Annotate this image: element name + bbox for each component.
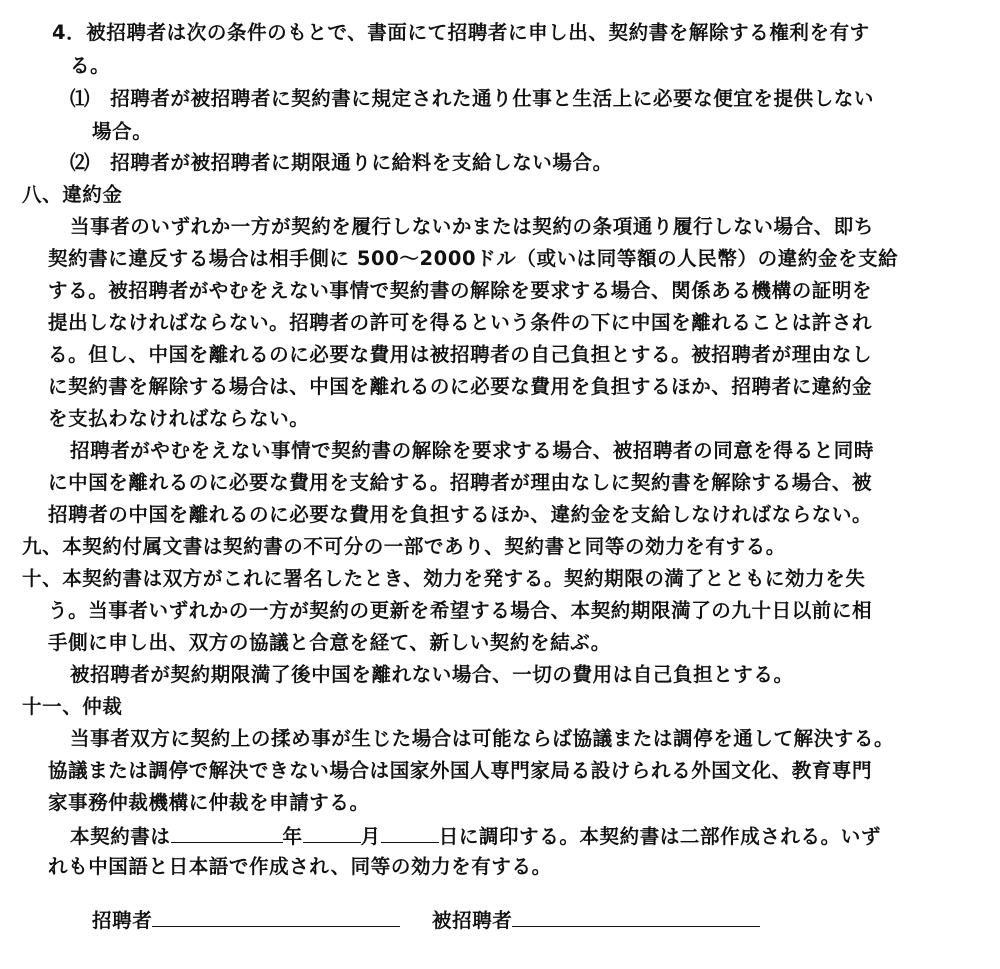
clause-4-1-line-2: 場合。 [92, 120, 153, 143]
section-11-line-2: 協議または調停で解決できない場合は国家外国人専門家局る設けられる外国文化、教育専門 [48, 759, 873, 782]
section-8-line-7: を支払わなければならない。 [48, 407, 310, 430]
day-blank [381, 822, 439, 843]
inviter-signature-line [152, 904, 400, 927]
day-suffix: 日に調印する。本契約書は二部作成される。いず [438, 825, 881, 848]
section-8-line-1: 当事者のいずれか一方が契約を履行しないかまたは契約の条項通り履行しない場合、即ち [70, 215, 875, 238]
section-9-line: 九、本契約付属文書は契約書の不可分の一部であり、契約書と同等の効力を有する。 [22, 535, 786, 558]
section-10-line-1: 十、本契約書は双方がこれに署名したとき、効力を発する。契約期限の満了とともに効力を失 [22, 567, 866, 590]
month-label: 月 [360, 825, 381, 848]
section-10-line-3: 手側に申し出、双方の協議と合意を経て、新しい契約を結ぶ。 [48, 631, 611, 654]
year-blank [171, 822, 283, 843]
clause-4-line-2: る。 [70, 54, 111, 77]
inviter-signature [92, 904, 400, 934]
section-11-line-1: 当事者双方に契約上の揉め事が生じた場合は可能ならば協議または調停を通して解決する。 [70, 727, 895, 750]
section-8-line-10: 招聘者の中国を離れるのに必要な費用を負担するほか、違約金を支給しなければならない。 [48, 503, 873, 526]
year-label: 年 [282, 825, 303, 848]
clause-4-1-line-1: ⑴ 招聘者が被招聘者に契約書に規定された通り仕事と生活上に必要な便宜を提供しない [70, 87, 875, 110]
section-11-line-3: 家事務仲裁機構に仲裁を申請する。 [48, 791, 370, 814]
invitee-signature [432, 904, 760, 934]
invitee-label: 被招聘者 [432, 909, 513, 932]
section-8-line-4: 提出しなければならない。招聘者の許可を得るという条件の下に中国を離れることは許され [48, 311, 873, 334]
signing-continuation-line: れも中国語と日本語で作成され、同等の効力を有する。 [48, 855, 552, 878]
section-8-line-8: 招聘者がやむをえない事情で契約書の解除を要求する場合、被招聘者の同意を得ると同時 [70, 439, 875, 462]
month-blank [303, 822, 361, 843]
section-10-line-2: う。当事者いずれかの一方が契約の更新を希望する場合、本契約期限満了の九十日以前に相 [48, 599, 873, 622]
section-8-heading: 八、違約金 [22, 183, 123, 206]
section-8-line-5: る。但し、中国を離れるのに必要な費用は被招聘者の自己負担とする。被招聘者が理由なし [48, 343, 873, 366]
clause-4-line-1: 4．被招聘者は次の条件のもとで、書面にて招聘者に申し出、契約書を解除する権利を有す [52, 21, 870, 44]
signing-date-line [70, 822, 881, 850]
section-8-line-9: に中国を離れるのに必要な費用を支給する。招聘者が理由なしに契約書を解除する場合、被 [48, 471, 873, 494]
clause-4-2-line: ⑵ 招聘者が被招聘者に期限通りに給料を支給しない場合。 [70, 151, 613, 174]
section-8-line-6: に契約書を解除する場合は、中国を離れるのに必要な費用を負担するほか、招聘者に違約金 [48, 375, 873, 398]
section-10-line-4: 被招聘者が契約期限満了後中国を離れない場合、一切の費用は自己負担とする。 [70, 663, 794, 686]
section-8-line-3: する。被招聘者がやむをえない事情で契約書の解除を要求する場合、関係ある機構の証明を [48, 279, 873, 302]
inviter-label: 招聘者 [92, 909, 153, 932]
section-11-heading: 十一、仲裁 [22, 695, 123, 718]
signing-prefix: 本契約書は [70, 825, 171, 848]
section-8-line-2: 契約書に違反する場合は相手側に 500～2000ドル（或いは同等額の人民幣）の違約金を支給 [48, 247, 899, 270]
invitee-signature-line [512, 904, 760, 927]
